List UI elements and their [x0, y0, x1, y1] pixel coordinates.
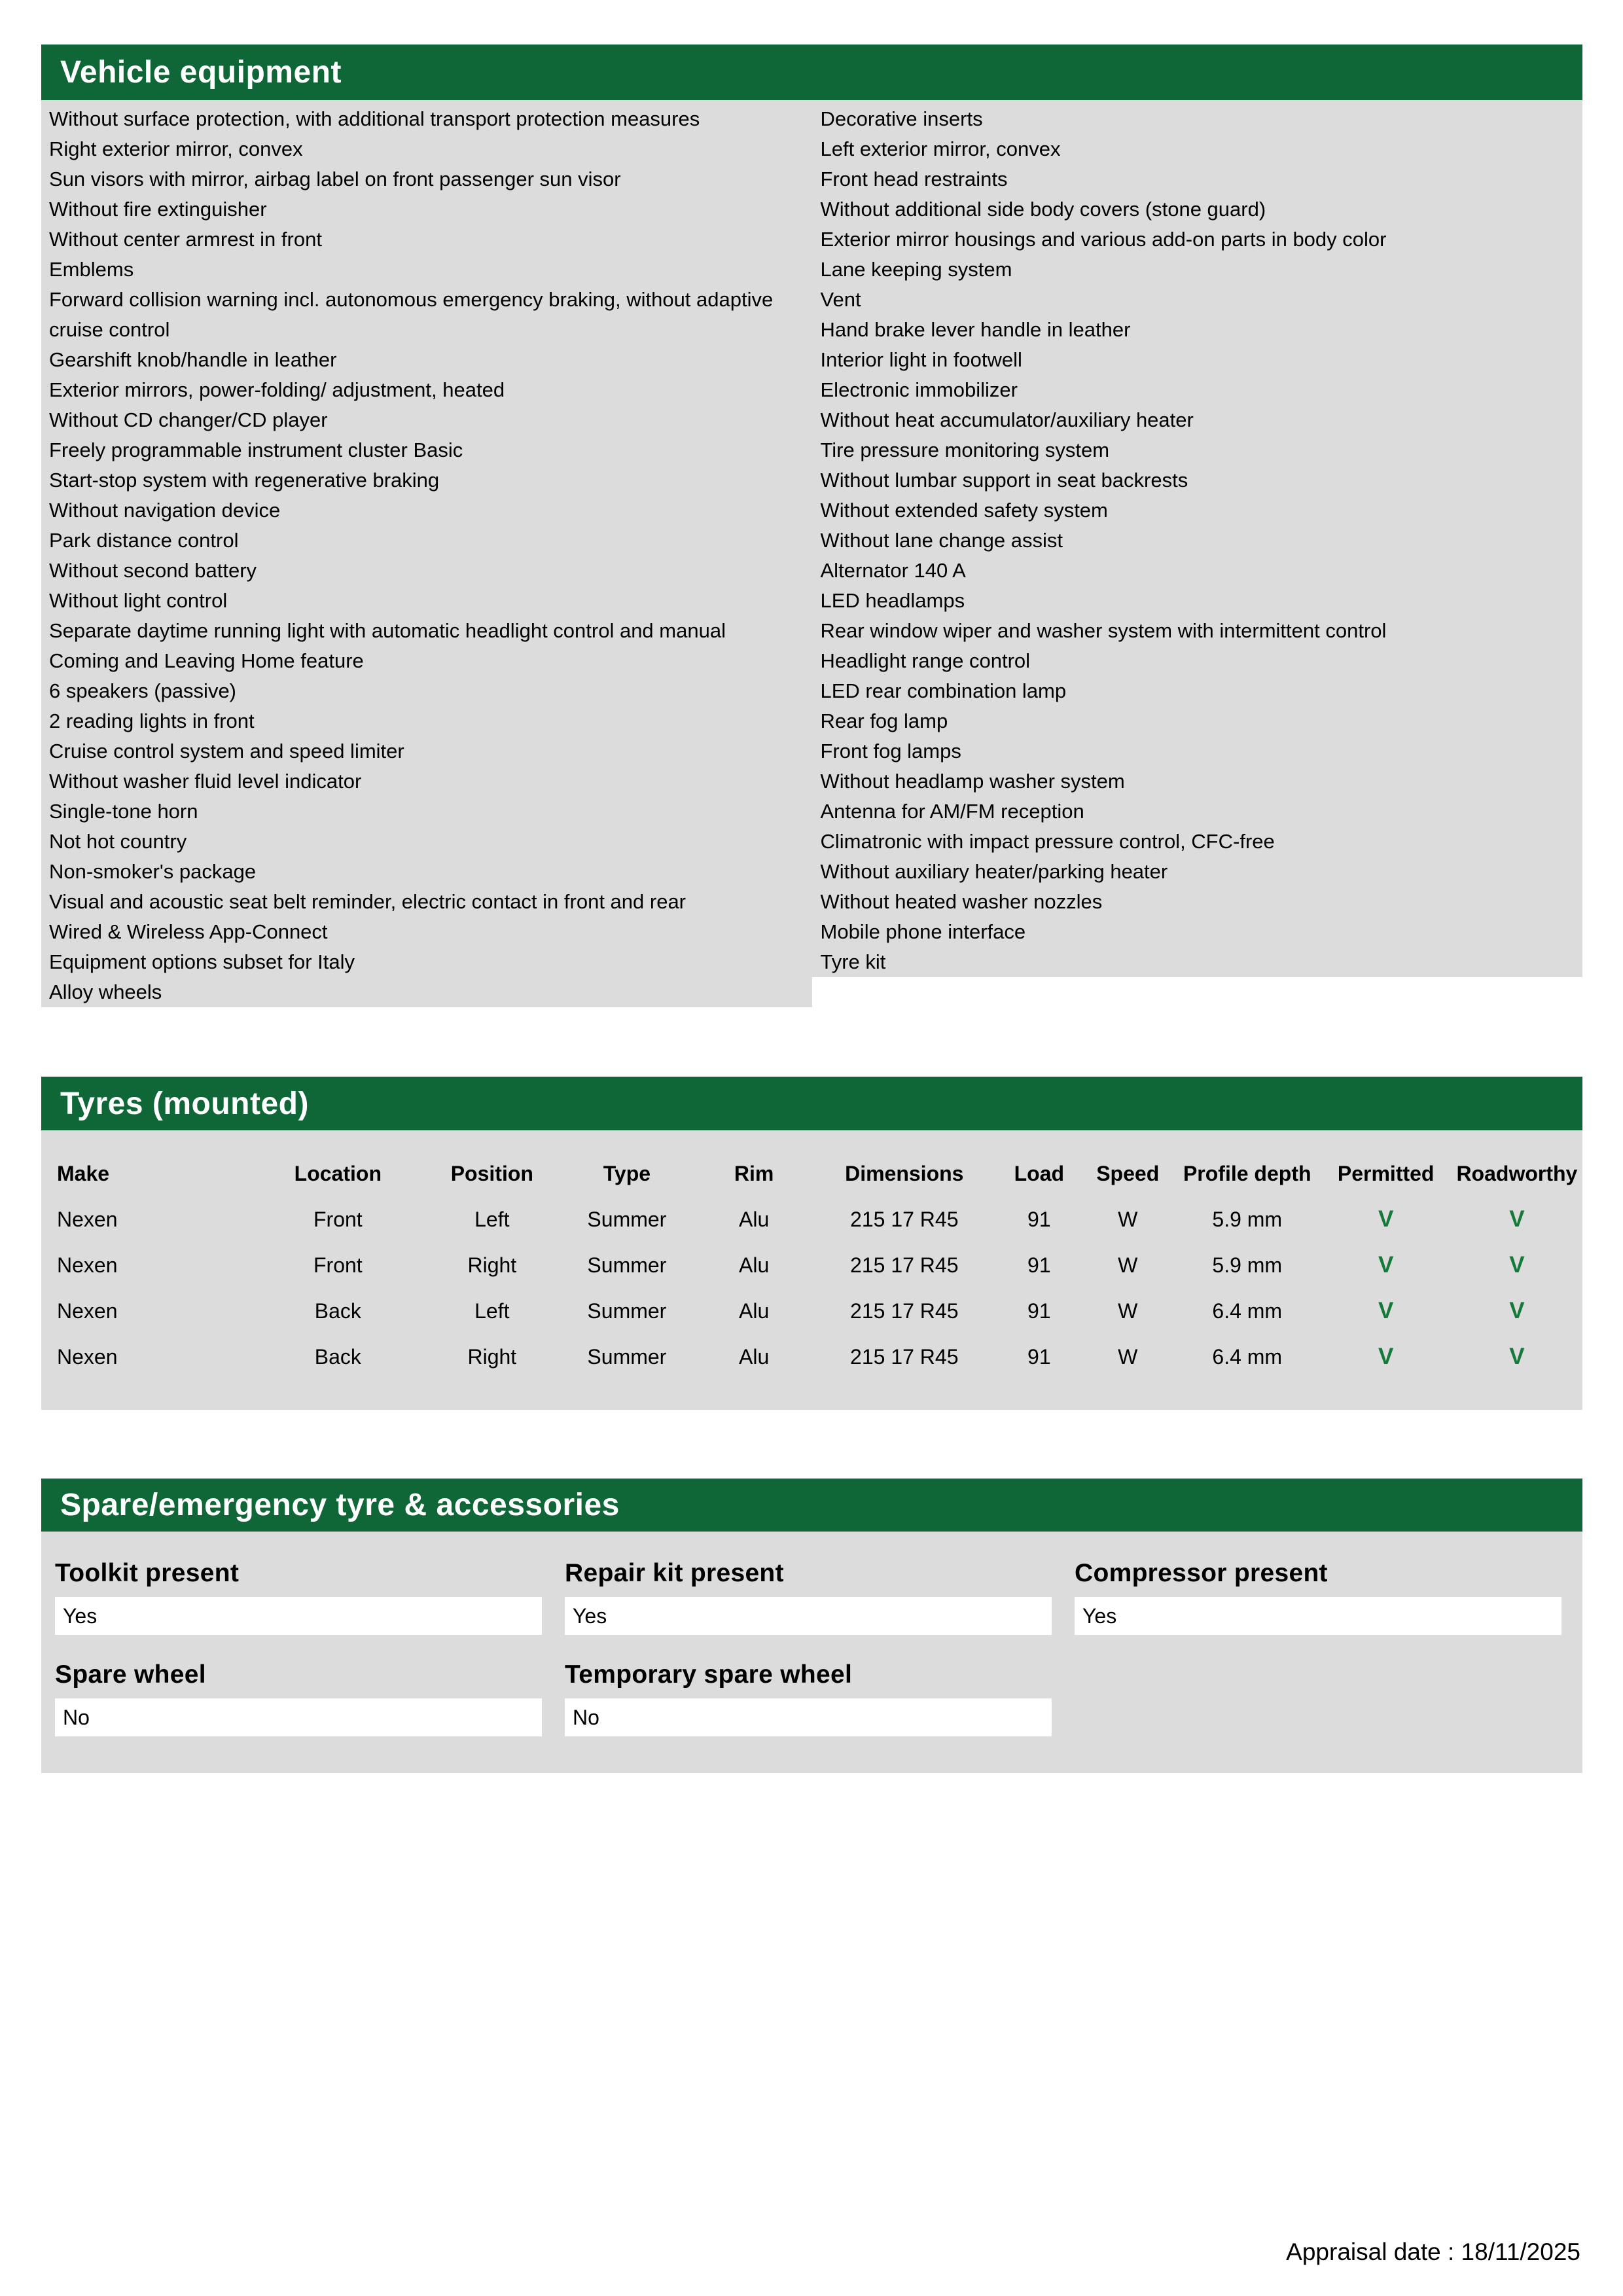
check-mark: V: [1509, 1206, 1525, 1232]
equipment-item: Without headlamp washer system: [820, 770, 1125, 793]
tyre-cell: Alu: [739, 1207, 770, 1231]
tyre-cell: W: [1118, 1253, 1138, 1277]
equipment-item: Mobile phone interface: [820, 920, 1026, 943]
tyre-cell: Right: [467, 1344, 517, 1369]
toolkit-present-label: Toolkit present: [55, 1559, 240, 1587]
check-mark: V: [1378, 1206, 1394, 1232]
appraisal-date: Appraisal date : 18/11/2025: [1286, 2238, 1580, 2265]
equipment-item: Without auxiliary heater/parking heater: [820, 860, 1168, 883]
equipment-item: Headlight range control: [820, 649, 1031, 672]
tyres-column-header: Location: [294, 1161, 382, 1185]
spare-wheel-label: Spare wheel: [55, 1660, 206, 1689]
tyre-cell: 91: [1027, 1253, 1051, 1277]
spare-header-bar: [41, 1479, 1582, 1532]
tyre-cell: Alu: [739, 1299, 770, 1323]
equipment-item: Left exterior mirror, convex: [820, 137, 1061, 160]
field-repair-kit-present: [565, 1559, 1052, 1635]
check-mark: V: [1378, 1344, 1394, 1369]
tyre-cell: 6.4 mm: [1212, 1299, 1283, 1323]
tyre-cell: Nexen: [57, 1207, 118, 1231]
equipment-item: Alloy wheels: [49, 980, 162, 1003]
compressor-present-value: Yes: [1075, 1597, 1561, 1635]
tyre-row: [41, 1242, 1582, 1288]
equipment-item: Without surface protection, with additional transport protection measures: [49, 107, 700, 130]
equipment-column-right: [812, 100, 1583, 977]
tyre-cell: Left: [474, 1207, 510, 1231]
equipment-item: Not hot country: [49, 830, 187, 853]
tyre-cell: Nexen: [57, 1344, 118, 1369]
tyres-column-header: Make: [57, 1161, 110, 1185]
temporary-spare-wheel-value: No: [565, 1698, 1052, 1736]
equipment-item: Climatronic with impact pressure control, CFC-free: [820, 830, 1275, 853]
tyre-cell: 91: [1027, 1344, 1051, 1369]
tyre-cell: Summer: [587, 1344, 667, 1369]
equipment-item: Rear window wiper and washer system with intermittent control: [820, 619, 1387, 642]
equipment-item: Without heat accumulator/auxiliary heater: [820, 408, 1194, 431]
tyres-panel: [41, 1130, 1582, 1410]
tyre-cell: Left: [474, 1299, 510, 1323]
equipment-item: Sun visors with mirror, airbag label on front passenger sun visor: [49, 168, 621, 190]
temporary-spare-wheel-label: Temporary spare wheel: [565, 1660, 853, 1689]
equipment-item: Decorative inserts: [820, 107, 983, 130]
tyre-cell: Back: [314, 1344, 361, 1369]
field-spare-wheel: [55, 1660, 542, 1736]
equipment-item: Front fog lamps: [820, 740, 961, 762]
equipment-item: Front head restraints: [820, 168, 1008, 190]
equipment-item: Without fire extinguisher: [49, 198, 267, 221]
tyre-cell: Summer: [587, 1299, 667, 1323]
equipment-column-left: [41, 100, 812, 1007]
equipment-item: Without center armrest in front: [49, 228, 322, 251]
tyres-table: [41, 1151, 1582, 1380]
equipment-item: Without additional side body covers (stone guard): [820, 198, 1266, 221]
check-mark: V: [1378, 1298, 1394, 1323]
section-tyres-mounted: [41, 1077, 1582, 1410]
equipment-item: Antenna for AM/FM reception: [820, 800, 1084, 823]
equipment-item: Exterior mirrors, power-folding/ adjustment, heated: [49, 378, 505, 401]
equipment-columns: [41, 100, 1582, 1007]
tyres-column-header: Profile depth: [1183, 1161, 1311, 1185]
equipment-item: Tyre kit: [820, 950, 886, 973]
equipment-item: Without navigation device: [49, 499, 281, 522]
equipment-item: Visual and acoustic seat belt reminder, electric contact in front and rear: [49, 890, 687, 913]
equipment-item: Interior light in footwell: [820, 348, 1022, 371]
equipment-item: Single-tone horn: [49, 800, 198, 823]
equipment-item: Without CD changer/CD player: [49, 408, 328, 431]
equipment-item: Without washer fluid level indicator: [49, 770, 362, 793]
tyre-cell: 215 17 R45: [850, 1344, 959, 1369]
equipment-item: Wired & Wireless App-Connect: [49, 920, 328, 943]
tyre-cell: W: [1118, 1207, 1138, 1231]
tyre-cell: Summer: [587, 1253, 667, 1277]
equipment-item: Non-smoker's package: [49, 860, 257, 883]
tyre-cell: Front: [313, 1253, 363, 1277]
spare-row-1: [55, 1559, 1569, 1635]
tyre-cell: Summer: [587, 1207, 667, 1231]
tyres-column-header: Rim: [734, 1161, 774, 1185]
equipment-item: Emblems: [49, 258, 134, 281]
tyre-cell: Alu: [739, 1344, 770, 1369]
equipment-item: Start-stop system with regenerative braking: [49, 469, 440, 492]
tyre-cell: 215 17 R45: [850, 1207, 959, 1231]
check-mark: V: [1509, 1298, 1525, 1323]
tyres-column-header: Type: [603, 1161, 651, 1185]
equipment-item: Cruise control system and speed limiter: [49, 740, 404, 762]
tyre-cell: 5.9 mm: [1212, 1253, 1283, 1277]
spare-wheel-value: No: [55, 1698, 542, 1736]
tyre-cell: Alu: [739, 1253, 770, 1277]
tyre-cell: 91: [1027, 1299, 1051, 1323]
equipment-item: Without second battery: [49, 559, 257, 582]
equipment-item: 2 reading lights in front: [49, 709, 255, 732]
equipment-item: Forward collision warning incl. autonomous emergency braking, without adaptive cruise control: [49, 288, 774, 341]
tyre-cell: Right: [467, 1253, 517, 1277]
tyre-row: [41, 1196, 1582, 1242]
compressor-present-label: Compressor present: [1075, 1559, 1328, 1587]
tyres-column-header: Position: [450, 1161, 533, 1185]
tyre-cell: 91: [1027, 1207, 1051, 1231]
repair-kit-present-value: Yes: [565, 1597, 1052, 1635]
field-compressor-present: [1075, 1559, 1561, 1635]
equipment-item: Separate daytime running light with automatic headlight control and manual Coming and Leaving Home feature: [49, 619, 726, 672]
equipment-item: Without extended safety system: [820, 499, 1108, 522]
equipment-item: Electronic immobilizer: [820, 378, 1018, 401]
field-temporary-spare-wheel: [565, 1660, 1052, 1736]
vehicle-equipment-header-bar: [41, 45, 1582, 100]
equipment-item: Hand brake lever handle in leather: [820, 318, 1131, 341]
tyre-cell: W: [1118, 1344, 1138, 1369]
equipment-item: Rear fog lamp: [820, 709, 948, 732]
tyres-header-row: [41, 1151, 1582, 1196]
spare-panel: [41, 1532, 1582, 1773]
equipment-item: Without light control: [49, 589, 228, 612]
equipment-item: Gearshift knob/handle in leather: [49, 348, 337, 371]
section-vehicle-equipment: [41, 45, 1582, 1007]
equipment-item: Without lumbar support in seat backrests: [820, 469, 1188, 492]
tyres-column-header: Dimensions: [845, 1161, 964, 1185]
equipment-item: Equipment options subset for Italy: [49, 950, 355, 973]
tyre-cell: 215 17 R45: [850, 1299, 959, 1323]
section-spare-accessories: [41, 1479, 1582, 1773]
tyre-cell: 5.9 mm: [1212, 1207, 1283, 1231]
tyre-row: [41, 1288, 1582, 1334]
repair-kit-present-label: Repair kit present: [565, 1559, 784, 1587]
equipment-item: Vent: [820, 288, 861, 311]
tyre-cell: 215 17 R45: [850, 1253, 959, 1277]
tyre-cell: W: [1118, 1299, 1138, 1323]
equipment-item: Alternator 140 A: [820, 559, 966, 582]
equipment-item: LED headlamps: [820, 589, 965, 612]
equipment-item: Without lane change assist: [820, 529, 1063, 552]
spare-title: Spare/emergency tyre & accessories: [60, 1488, 620, 1522]
tyre-cell: Nexen: [57, 1299, 118, 1323]
tyre-cell: Back: [314, 1299, 361, 1323]
equipment-item: 6 speakers (passive): [49, 679, 237, 702]
tyre-cell: 6.4 mm: [1212, 1344, 1283, 1369]
tyre-row: [41, 1334, 1582, 1380]
tyres-header-bar: [41, 1077, 1582, 1130]
equipment-item: LED rear combination lamp: [820, 679, 1067, 702]
equipment-item: Without heated washer nozzles: [820, 890, 1103, 913]
tyres-title: Tyres (mounted): [60, 1086, 309, 1121]
tyres-column-header: Roadworthy: [1456, 1161, 1578, 1185]
check-mark: V: [1509, 1252, 1525, 1278]
tyres-body: [41, 1196, 1582, 1380]
toolkit-present-value: Yes: [55, 1597, 542, 1635]
check-mark: V: [1378, 1252, 1394, 1278]
tyre-cell: Front: [313, 1207, 363, 1231]
check-mark: V: [1509, 1344, 1525, 1369]
tyre-cell: Nexen: [57, 1253, 118, 1277]
equipment-item: Park distance control: [49, 529, 239, 552]
equipment-item: Freely programmable instrument cluster Basic: [49, 439, 463, 461]
vehicle-equipment-title: Vehicle equipment: [60, 55, 342, 90]
tyres-column-header: Load: [1014, 1161, 1065, 1185]
tyres-column-header: Speed: [1096, 1161, 1160, 1185]
spare-row-2: [55, 1660, 1569, 1736]
tyres-column-header: Permitted: [1337, 1161, 1435, 1185]
equipment-item: Tire pressure monitoring system: [820, 439, 1110, 461]
equipment-item: Lane keeping system: [820, 258, 1012, 281]
equipment-item: Right exterior mirror, convex: [49, 137, 303, 160]
field-toolkit-present: [55, 1559, 542, 1635]
equipment-item: Exterior mirror housings and various add-on parts in body color: [820, 228, 1387, 251]
